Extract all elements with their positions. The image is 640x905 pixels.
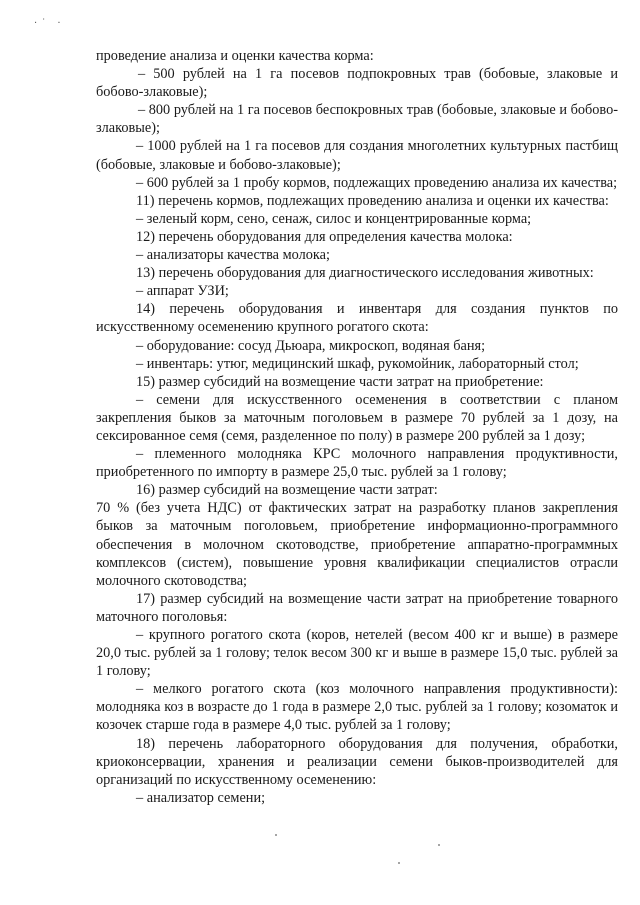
paragraph: – 600 рублей за 1 пробу кормов, подлежащих проведению анализа их качества; — [136, 174, 618, 191]
scan-speck — [398, 862, 400, 864]
paragraph: 17) размер субсидий на возмещение части затрат на приобретение товарного маточного поголовья: — [96, 590, 618, 625]
paragraph: 14) перечень оборудования и инвентаря для создания пунктов по искусственному осеменению крупного рогатого скота: — [96, 301, 618, 336]
paragraph: 70 % (без учета НДС) от фактических затрат на разработку планов закрепления быков за маточным поголовьем, приобретение информационно-программного обеспечения в молочном скотоводстве, приобретение аппаратно-программных комплексов (систем), повышение уровня квалификации специалистов отрасли молочного скотоводства; — [96, 500, 618, 589]
scan-specks: ·˙ · — [34, 18, 65, 29]
paragraph: – мелкого рогатого скота (коз молочного направления продуктивности): молодняка коз в возрасте до 1 года в размере 2,0 тыс. рублей за 1 голову; козоматок и козочек старше года в размере 4,0 тыс. рублей за 1 голову; — [96, 681, 618, 734]
paragraph: 11) перечень кормов, подлежащих проведению анализа и оценки их качества: — [136, 192, 609, 209]
paragraph: 13) перечень оборудования для диагностического исследования животных: — [136, 265, 594, 282]
paragraph: 12) перечень оборудования для определения качества молока: — [136, 228, 513, 245]
scan-speck — [438, 844, 440, 846]
paragraph: 16) размер субсидий на возмещение части затрат: — [136, 482, 438, 499]
paragraph: – 500 рублей на 1 га посевов подпокровных трав (бобовые, злаковые и бобово-злаковые); — [96, 66, 618, 101]
paragraph: 18) перечень лабораторного оборудования для получения, обработки, криоконсервации, хранения и реализации семени быков-производителей для организаций по искусственному осеменению: — [96, 735, 618, 788]
paragraph: – зеленый корм, сено, сенаж, силос и концентрированные корма; — [136, 210, 532, 227]
paragraph: – семени для искусственного осеменения в соответствии с планом закрепления быков за маточным поголовьем в размере 70 рублей за 1 дозу, на сексированное семя (семя, разделенное по полу) в размере 200 рублей за 1 дозу; — [96, 391, 618, 444]
paragraph: – аппарат УЗИ; — [136, 283, 229, 300]
paragraph: – анализатор семени; — [136, 789, 266, 806]
paragraph: проведение анализа и оценки качества корма: — [96, 48, 374, 64]
paragraph: – оборудование: сосуд Дьюара, микроскоп, водяная баня; — [136, 337, 486, 354]
paragraph: – инвентарь: утюг, медицинский шкаф, рукомойник, лабораторный стол; — [136, 355, 579, 372]
document-page — [96, 47, 618, 807]
paragraph: – 1000 рублей на 1 га посевов для создания многолетних культурных пастбищ (бобовые, злаковые и бобово-злаковые); — [96, 138, 618, 173]
scan-speck — [275, 834, 277, 836]
paragraph: – анализаторы качества молока; — [136, 247, 330, 264]
paragraph: 15) размер субсидий на возмещение части затрат на приобретение: — [136, 373, 544, 390]
paragraph: – племенного молодняка КРС молочного направления продуктивности, приобретенного по импорту в размере 25,0 тыс. рублей за 1 голову; — [96, 446, 618, 481]
paragraph: – 800 рублей на 1 га посевов беспокровных трав (бобовые, злаковые и бобово-злаковые); — [96, 102, 618, 137]
paragraph: – крупного рогатого скота (коров, нетелей (весом 400 кг и выше) в размере 20,0 тыс. рублей за 1 голову; телок весом 300 кг и выше в размере 15,0 тыс. рублей за 1 голову; — [96, 627, 618, 680]
